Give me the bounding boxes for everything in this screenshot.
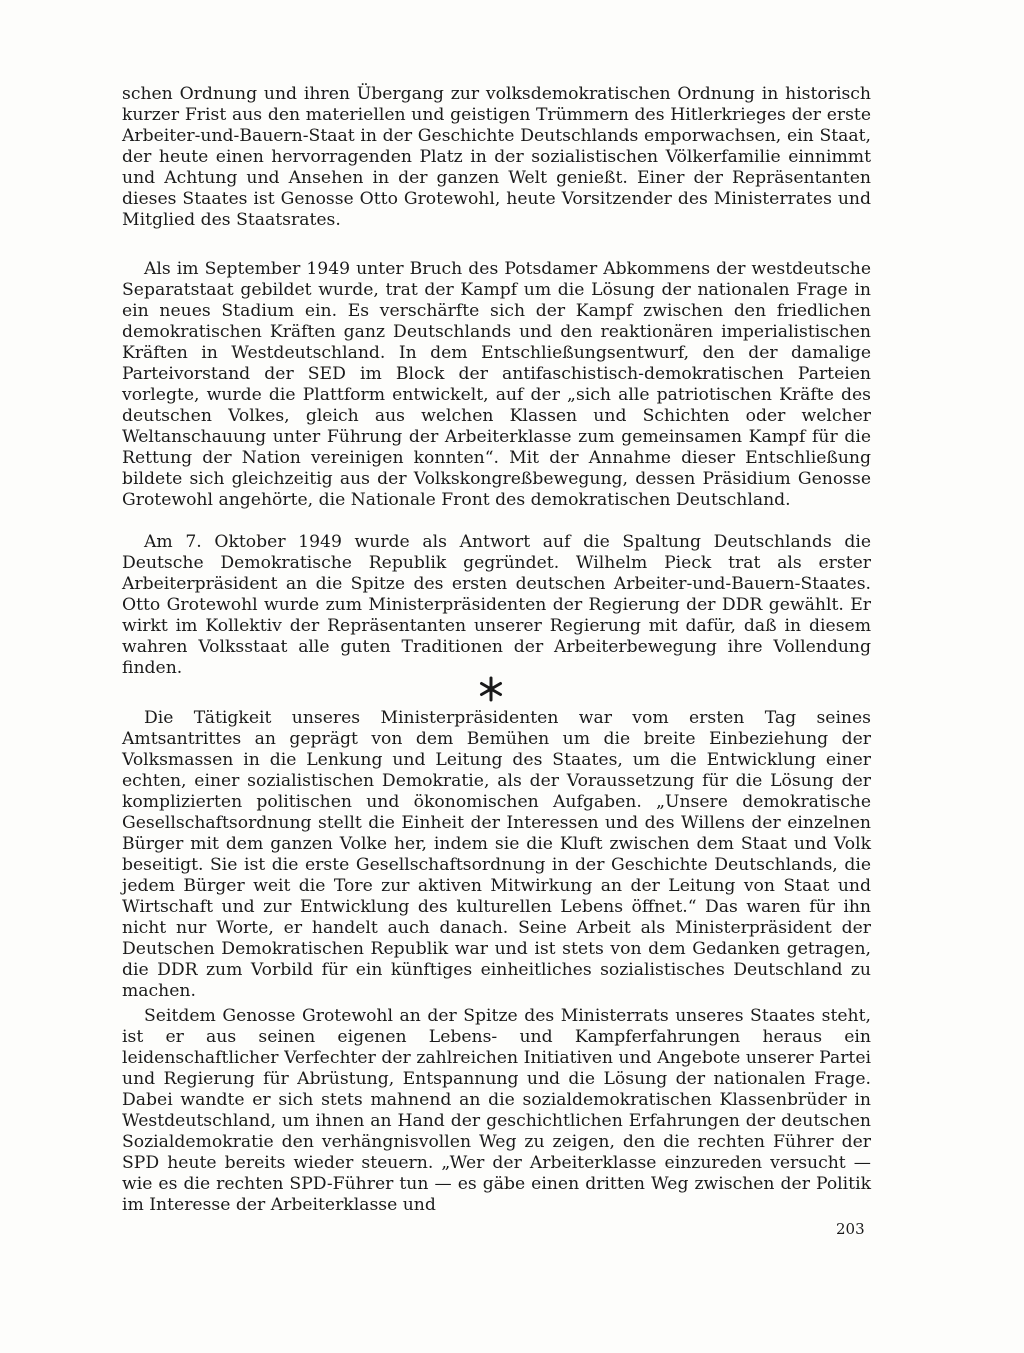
paragraph-5: Seitdem Genosse Grotewohl an der Spitze des Ministerrats unseres Staates steht, ist er aus seinen eigenen Lebens- und Kampferfahrungen heraus ein leidenschaftlicher Verfechter der zahlreichen Initiativen und Angebote unserer Partei und Regierung für Abrüstung, Entspannung und die Lösung der nationalen Frage. Dabei wandte er sich stets mahnend an die sozialdemokratischen Klassenbrüder in Westdeutschland, um ihnen an Hand der geschichtlichen Erfahrungen der deutschen Sozialdemokratie den verhängnisvollen Weg zu zeigen, den die rechten Führer der SPD heute bereits wieder steuern. „Wer der Arbeiterklasse einzureden versucht — wie es die rechten SPD-Führer tun — es gäbe einen dritten Weg zwischen der Politik im Interesse der Arbeiterklasse und	[122, 1006, 871, 1215]
page-number: 203	[836, 1220, 865, 1238]
paragraph-2: Als im September 1949 unter Bruch des Potsdamer Abkommens der westdeutsche Separatstaat gebildet wurde, trat der Kampf um die Lösung der nationalen Frage in ein neues Stadium ein. Es verschärfte sich der Kampf zwischen den friedlichen demokratischen Kräften ganz Deutschlands und den reaktionären imperialistischen Kräften in Westdeutschland. In dem Entschließungsentwurf, den der damalige Parteivorstand der SED im Block der antifaschistisch-demokratischen Parteien vorlegte, wurde die Plattform entwickelt, auf der „sich alle patriotischen Kräfte des deutschen Volkes, gleich aus welchen Klassen und Schichten oder welcher Weltanschauung unter Führung der Arbeiterklasse zum gemeinsamen Kampf für die Rettung der Nation vereinigen konnten“. Mit der Annahme dieser Entschließung bildete sich gleichzeitig aus der Volkskongreßbewegung, dessen Präsidium Genosse Grotewohl angehörte, die Nationale Front des demokratischen Deutschland.	[122, 259, 871, 510]
paragraph-4: Die Tätigkeit unseres Ministerpräsidenten war vom ersten Tag seines Amtsantrittes an geprägt von dem Bemühen um die breite Einbeziehung der Volksmassen in die Lenkung und Leitung des Staates, um die Entwicklung einer echten, einer sozialistischen Demokratie, als der Voraussetzung für die Lösung der komplizierten politischen und ökonomischen Aufgaben. „Unsere demokratische Gesellschaftsordnung stellt die Einheit der Interessen und des Willens der einzelnen Bürger mit dem ganzen Volke her, indem sie die Kluft zwischen dem Staat und Volk beseitigt. Sie ist die erste Gesellschaftsordnung in der Geschichte Deutschlands, die jedem Bürger weit die Tore zur aktiven Mitwirkung an der Leitung von Staat und Wirtschaft und zur Entwicklung des kulturellen Lebens öffnet.“ Das waren für ihn nicht nur Worte, er handelt auch danach. Seine Arbeit als Ministerpräsident der Deutschen Demokratischen Republik war und ist stets von dem Gedanken getragen, die DDR zum Vorbild für ein künftiges einheitliches sozialistisches Deutschland zu machen.	[122, 708, 871, 1001]
paragraph-3: Am 7. Oktober 1949 wurde als Antwort auf die Spaltung Deutschlands die Deutsche Demokratische Republik gegründet. Wilhelm Pieck trat als erster Arbeiterpräsident an die Spitze des ersten deutschen Arbeiter-und-Bauern-Staates. Otto Grotewohl wurde zum Ministerpräsidenten der Regierung der DDR gewählt. Er wirkt im Kollektiv der Repräsentanten unserer Regierung mit dafür, daß in diesem wahren Volksstaat alle guten Traditionen der Arbeiterbewegung ihre Vollendung finden.	[122, 532, 871, 678]
paragraph-1: schen Ordnung und ihren Übergang zur volksdemokratischen Ordnung in historisch kurzer Frist aus den materiellen und geistigen Trümmern des Hitlerkrieges der erste Arbeiter-und-Bauern-Staat in der Geschichte Deutschlands emporwachsen, ein Staat, der heute einen hervorragenden Platz in der sozialistischen Völkerfamilie einnimmt und Achtung und Ansehen in der ganzen Welt genießt. Einer der Repräsentanten dieses Staates ist Genosse Otto Grotewohl, heute Vorsitzender des Ministerrates und Mitglied des Staatsrates.	[122, 84, 871, 230]
section-separator-star-icon	[478, 676, 504, 702]
